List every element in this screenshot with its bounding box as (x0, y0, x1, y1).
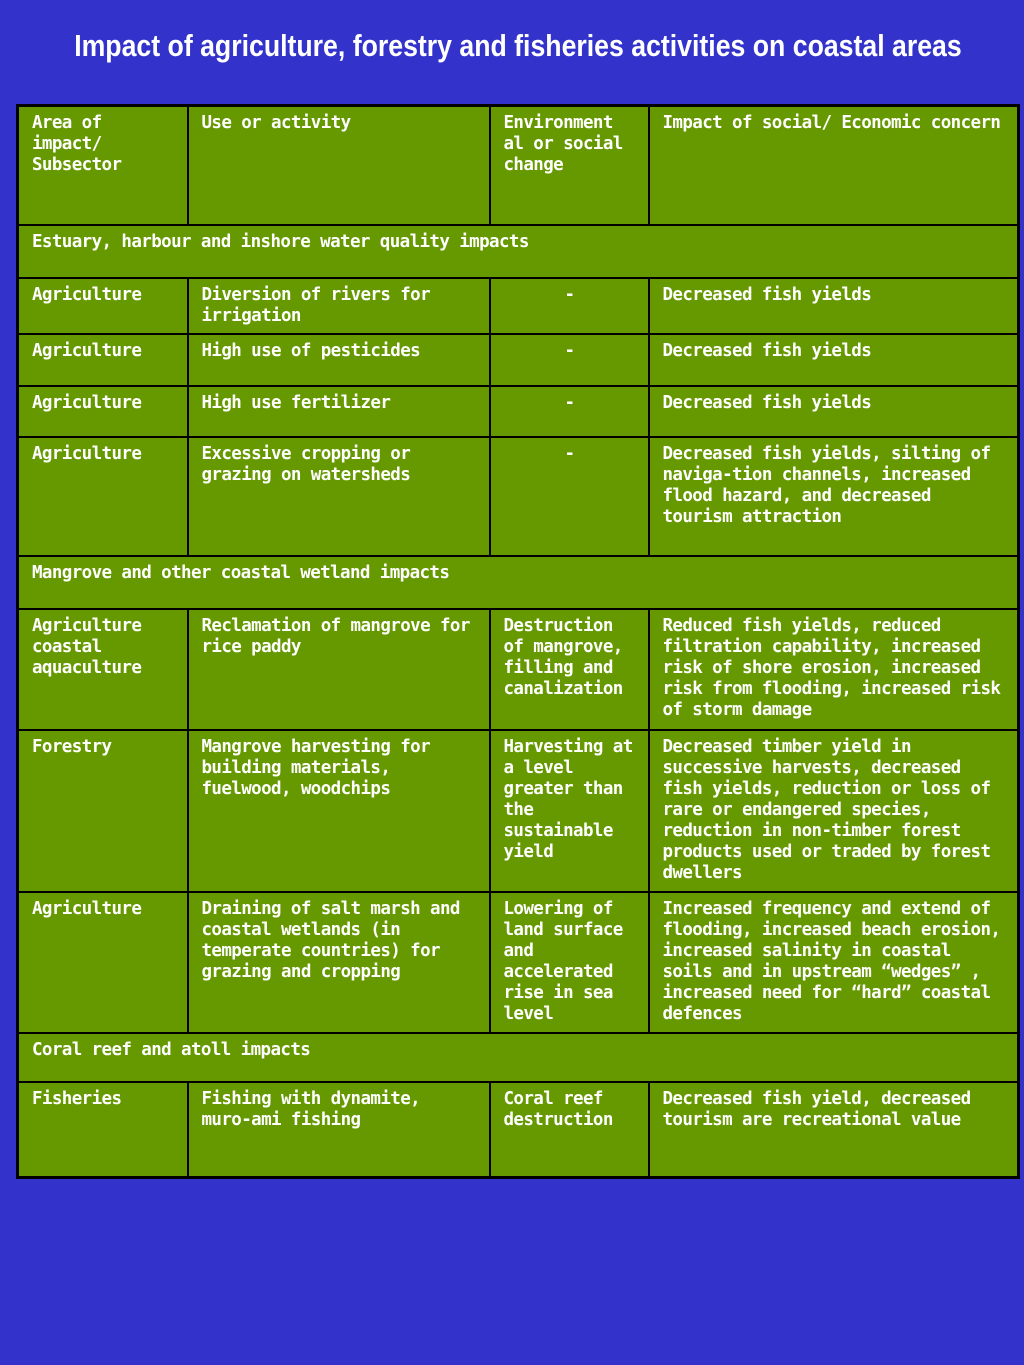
table-row (18, 386, 1019, 437)
table-row (18, 334, 1019, 386)
cell-activity: Reclamation of mangrove for rice paddy (188, 609, 490, 730)
section-row (18, 225, 1019, 278)
cell-activity: High use fertilizer (188, 386, 490, 437)
section-row (18, 556, 1019, 609)
section-heading: Estuary, harbour and inshore water quality impacts (18, 225, 1019, 278)
header-cell-activity: Use or activity (188, 106, 490, 225)
cell-change: - (490, 334, 649, 386)
table-row (18, 730, 1019, 892)
table-row (18, 892, 1019, 1033)
impact-table (16, 104, 1020, 1179)
table-row (18, 609, 1019, 730)
cell-activity: Draining of salt marsh and coastal wetlands (in temperate countries) for grazing and cropping (188, 892, 490, 1033)
table-row (18, 278, 1019, 334)
table-row (18, 437, 1019, 556)
header-cell-area: Area of impact/ Subsector (18, 106, 188, 225)
cell-change: Destruction of mangrove, filling and canalization (490, 609, 649, 730)
cell-area: Agriculture (18, 437, 188, 556)
section-heading: Mangrove and other coastal wetland impacts (18, 556, 1019, 609)
cell-area: Agriculture coastal aquaculture (18, 609, 188, 730)
section-row (18, 1033, 1019, 1082)
header-cell-change: Environment al or social change (490, 106, 649, 225)
cell-impact: Decreased fish yields (649, 334, 1019, 386)
cell-change: Coral reef destruction (490, 1082, 649, 1178)
cell-impact: Decreased fish yields (649, 278, 1019, 334)
header-row (18, 106, 1019, 225)
section-heading: Coral reef and atoll impacts (18, 1033, 1019, 1082)
cell-impact: Reduced fish yields, reduced filtration capability, increased risk of shore erosion, increased risk from flooding, increased risk of storm damage (649, 609, 1019, 730)
cell-change: Lowering of land surface and accelerated rise in sea level (490, 892, 649, 1033)
cell-activity: Diversion of rivers for irrigation (188, 278, 490, 334)
cell-activity: Excessive cropping or grazing on watersheds (188, 437, 490, 556)
cell-impact: Decreased timber yield in successive harvests, decreased fish yields, reduction or loss of rare or endangered species, reduction in non-timber forest products used or traded by forest dwellers (649, 730, 1019, 892)
cell-activity: Mangrove harvesting for building materials, fuelwood, woodchips (188, 730, 490, 892)
cell-area: Agriculture (18, 278, 188, 334)
cell-impact: Decreased fish yields, silting of naviga-tion channels, increased flood hazard, and decreased tourism attraction (649, 437, 1019, 556)
cell-area: Agriculture (18, 892, 188, 1033)
cell-impact: Decreased fish yields (649, 386, 1019, 437)
cell-change: - (490, 278, 649, 334)
cell-area: Agriculture (18, 386, 188, 437)
cell-change: - (490, 386, 649, 437)
cell-area: Fisheries (18, 1082, 188, 1178)
cell-change: Harvesting at a level greater than the sustainable yield (490, 730, 649, 892)
header-cell-impact: Impact of social/ Economic concern (649, 106, 1019, 225)
cell-impact: Decreased fish yield, decreased tourism are recreational value (649, 1082, 1019, 1178)
cell-activity: Fishing with dynamite, muro-ami fishing (188, 1082, 490, 1178)
cell-change: - (490, 437, 649, 556)
cell-area: Forestry (18, 730, 188, 892)
table-row (18, 1082, 1019, 1178)
page-title: Impact of agriculture, forestry and fisheries activities on coastal areas (74, 28, 962, 63)
cell-activity: High use of pesticides (188, 334, 490, 386)
cell-area: Agriculture (18, 334, 188, 386)
cell-impact: Increased frequency and extend of flooding, increased beach erosion, increased salinity in coastal soils and in upstream “wedges” , increased need for “hard” coastal defences (649, 892, 1019, 1033)
